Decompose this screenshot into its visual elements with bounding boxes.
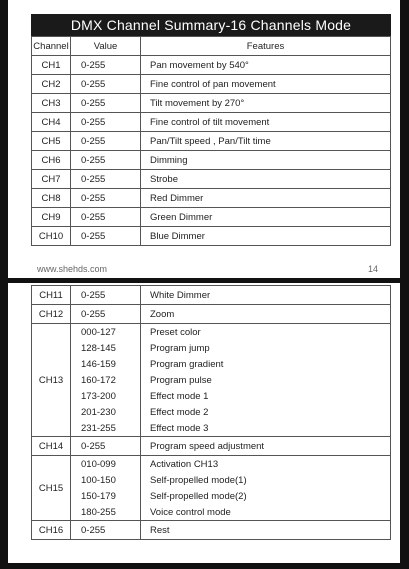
feature-cell: Dimming bbox=[141, 151, 391, 170]
feature-cell: Fine control of pan movement bbox=[141, 75, 391, 94]
channel-cell: CH14 bbox=[32, 437, 71, 456]
footer-website: www.shehds.com bbox=[37, 264, 108, 274]
feature-cell: Pan/Tilt speed , Pan/Tilt time bbox=[141, 132, 391, 151]
table-row bbox=[32, 56, 391, 75]
feature-cell: Effect mode 3 bbox=[141, 420, 391, 437]
value-cell: 010-099 bbox=[71, 456, 141, 473]
feature-cell: Fine control of tilt movement bbox=[141, 113, 391, 132]
table-row bbox=[32, 372, 391, 388]
channel-cell: CH12 bbox=[32, 305, 71, 324]
dmx-channel-table-part-1 bbox=[31, 36, 391, 246]
value-cell: 0-255 bbox=[71, 521, 141, 540]
table-row bbox=[32, 521, 391, 540]
value-cell: 0-255 bbox=[71, 437, 141, 456]
table-row bbox=[32, 94, 391, 113]
channel-cell: CH8 bbox=[32, 189, 71, 208]
channel-cell: CH7 bbox=[32, 170, 71, 189]
feature-cell: Effect mode 1 bbox=[141, 388, 391, 404]
feature-cell: Activation CH13 bbox=[141, 456, 391, 473]
table-row bbox=[32, 151, 391, 170]
channel-cell: CH13 bbox=[32, 324, 71, 437]
value-cell: 0-255 bbox=[71, 132, 141, 151]
table-row bbox=[32, 227, 391, 246]
channel-cell: CH3 bbox=[32, 94, 71, 113]
manual-page-15 bbox=[8, 283, 400, 563]
channel-cell: CH6 bbox=[32, 151, 71, 170]
feature-cell: Green Dimmer bbox=[141, 208, 391, 227]
value-cell: 0-255 bbox=[71, 189, 141, 208]
table-row bbox=[32, 472, 391, 488]
page-number: 14 bbox=[367, 264, 378, 274]
feature-cell: Program speed adjustment bbox=[141, 437, 391, 456]
feature-cell: Voice control mode bbox=[141, 504, 391, 521]
feature-cell: Effect mode 2 bbox=[141, 404, 391, 420]
table-row bbox=[32, 170, 391, 189]
feature-cell: Red Dimmer bbox=[141, 189, 391, 208]
value-cell: 180-255 bbox=[71, 504, 141, 521]
table-row bbox=[32, 286, 391, 305]
value-cell: 0-255 bbox=[71, 94, 141, 113]
value-cell: 146-159 bbox=[71, 356, 141, 372]
value-cell: 0-255 bbox=[71, 170, 141, 189]
table-row bbox=[32, 388, 391, 404]
value-cell: 0-255 bbox=[71, 151, 141, 170]
header-features: Features bbox=[141, 37, 391, 56]
feature-cell: Self-propelled mode(2) bbox=[141, 488, 391, 504]
feature-cell: White Dimmer bbox=[141, 286, 391, 305]
table-row bbox=[32, 75, 391, 94]
feature-cell: Program gradient bbox=[141, 356, 391, 372]
table-row bbox=[32, 132, 391, 151]
channel-cell: CH2 bbox=[32, 75, 71, 94]
feature-cell: Rest bbox=[141, 521, 391, 540]
table-row bbox=[32, 189, 391, 208]
value-cell: 0-255 bbox=[71, 75, 141, 94]
table-row bbox=[32, 305, 391, 324]
table-row bbox=[32, 340, 391, 356]
value-cell: 160-172 bbox=[71, 372, 141, 388]
value-cell: 000-127 bbox=[71, 324, 141, 341]
value-cell: 231-255 bbox=[71, 420, 141, 437]
table-row bbox=[32, 404, 391, 420]
header-channel: Channel bbox=[32, 37, 71, 56]
channel-cell: CH1 bbox=[32, 56, 71, 75]
feature-cell: Strobe bbox=[141, 170, 391, 189]
header-value: Value bbox=[71, 37, 141, 56]
value-cell: 128-145 bbox=[71, 340, 141, 356]
feature-cell: Zoom bbox=[141, 305, 391, 324]
value-cell: 150-179 bbox=[71, 488, 141, 504]
channel-cell: CH4 bbox=[32, 113, 71, 132]
feature-cell: Preset color bbox=[141, 324, 391, 341]
dmx-channel-table-part-2 bbox=[31, 285, 391, 540]
value-cell: 0-255 bbox=[71, 208, 141, 227]
table-row bbox=[32, 456, 391, 473]
channel-cell: CH9 bbox=[32, 208, 71, 227]
channel-cell: CH11 bbox=[32, 286, 71, 305]
value-cell: 201-230 bbox=[71, 404, 141, 420]
channel-cell: CH15 bbox=[32, 456, 71, 521]
feature-cell: Blue Dimmer bbox=[141, 227, 391, 246]
table-row bbox=[32, 113, 391, 132]
channel-cell: CH16 bbox=[32, 521, 71, 540]
table-row bbox=[32, 324, 391, 341]
value-cell: 100-150 bbox=[71, 472, 141, 488]
value-cell: 0-255 bbox=[71, 113, 141, 132]
value-cell: 0-255 bbox=[71, 305, 141, 324]
value-cell: 0-255 bbox=[71, 56, 141, 75]
table-title: DMX Channel Summary-16 Channels Mode bbox=[31, 14, 391, 36]
channel-cell: CH10 bbox=[32, 227, 71, 246]
feature-cell: Program pulse bbox=[141, 372, 391, 388]
value-cell: 0-255 bbox=[71, 286, 141, 305]
table-row bbox=[32, 420, 391, 437]
feature-cell: Tilt movement by 270° bbox=[141, 94, 391, 113]
channel-cell: CH5 bbox=[32, 132, 71, 151]
table-row bbox=[32, 437, 391, 456]
value-cell: 173-200 bbox=[71, 388, 141, 404]
value-cell: 0-255 bbox=[71, 227, 141, 246]
feature-cell: Program jump bbox=[141, 340, 391, 356]
table-row bbox=[32, 356, 391, 372]
feature-cell: Pan movement by 540° bbox=[141, 56, 391, 75]
table-row bbox=[32, 208, 391, 227]
table-row bbox=[32, 504, 391, 521]
table-row bbox=[32, 488, 391, 504]
feature-cell: Self-propelled mode(1) bbox=[141, 472, 391, 488]
table-header-row bbox=[32, 37, 391, 56]
manual-page-14 bbox=[8, 0, 400, 279]
